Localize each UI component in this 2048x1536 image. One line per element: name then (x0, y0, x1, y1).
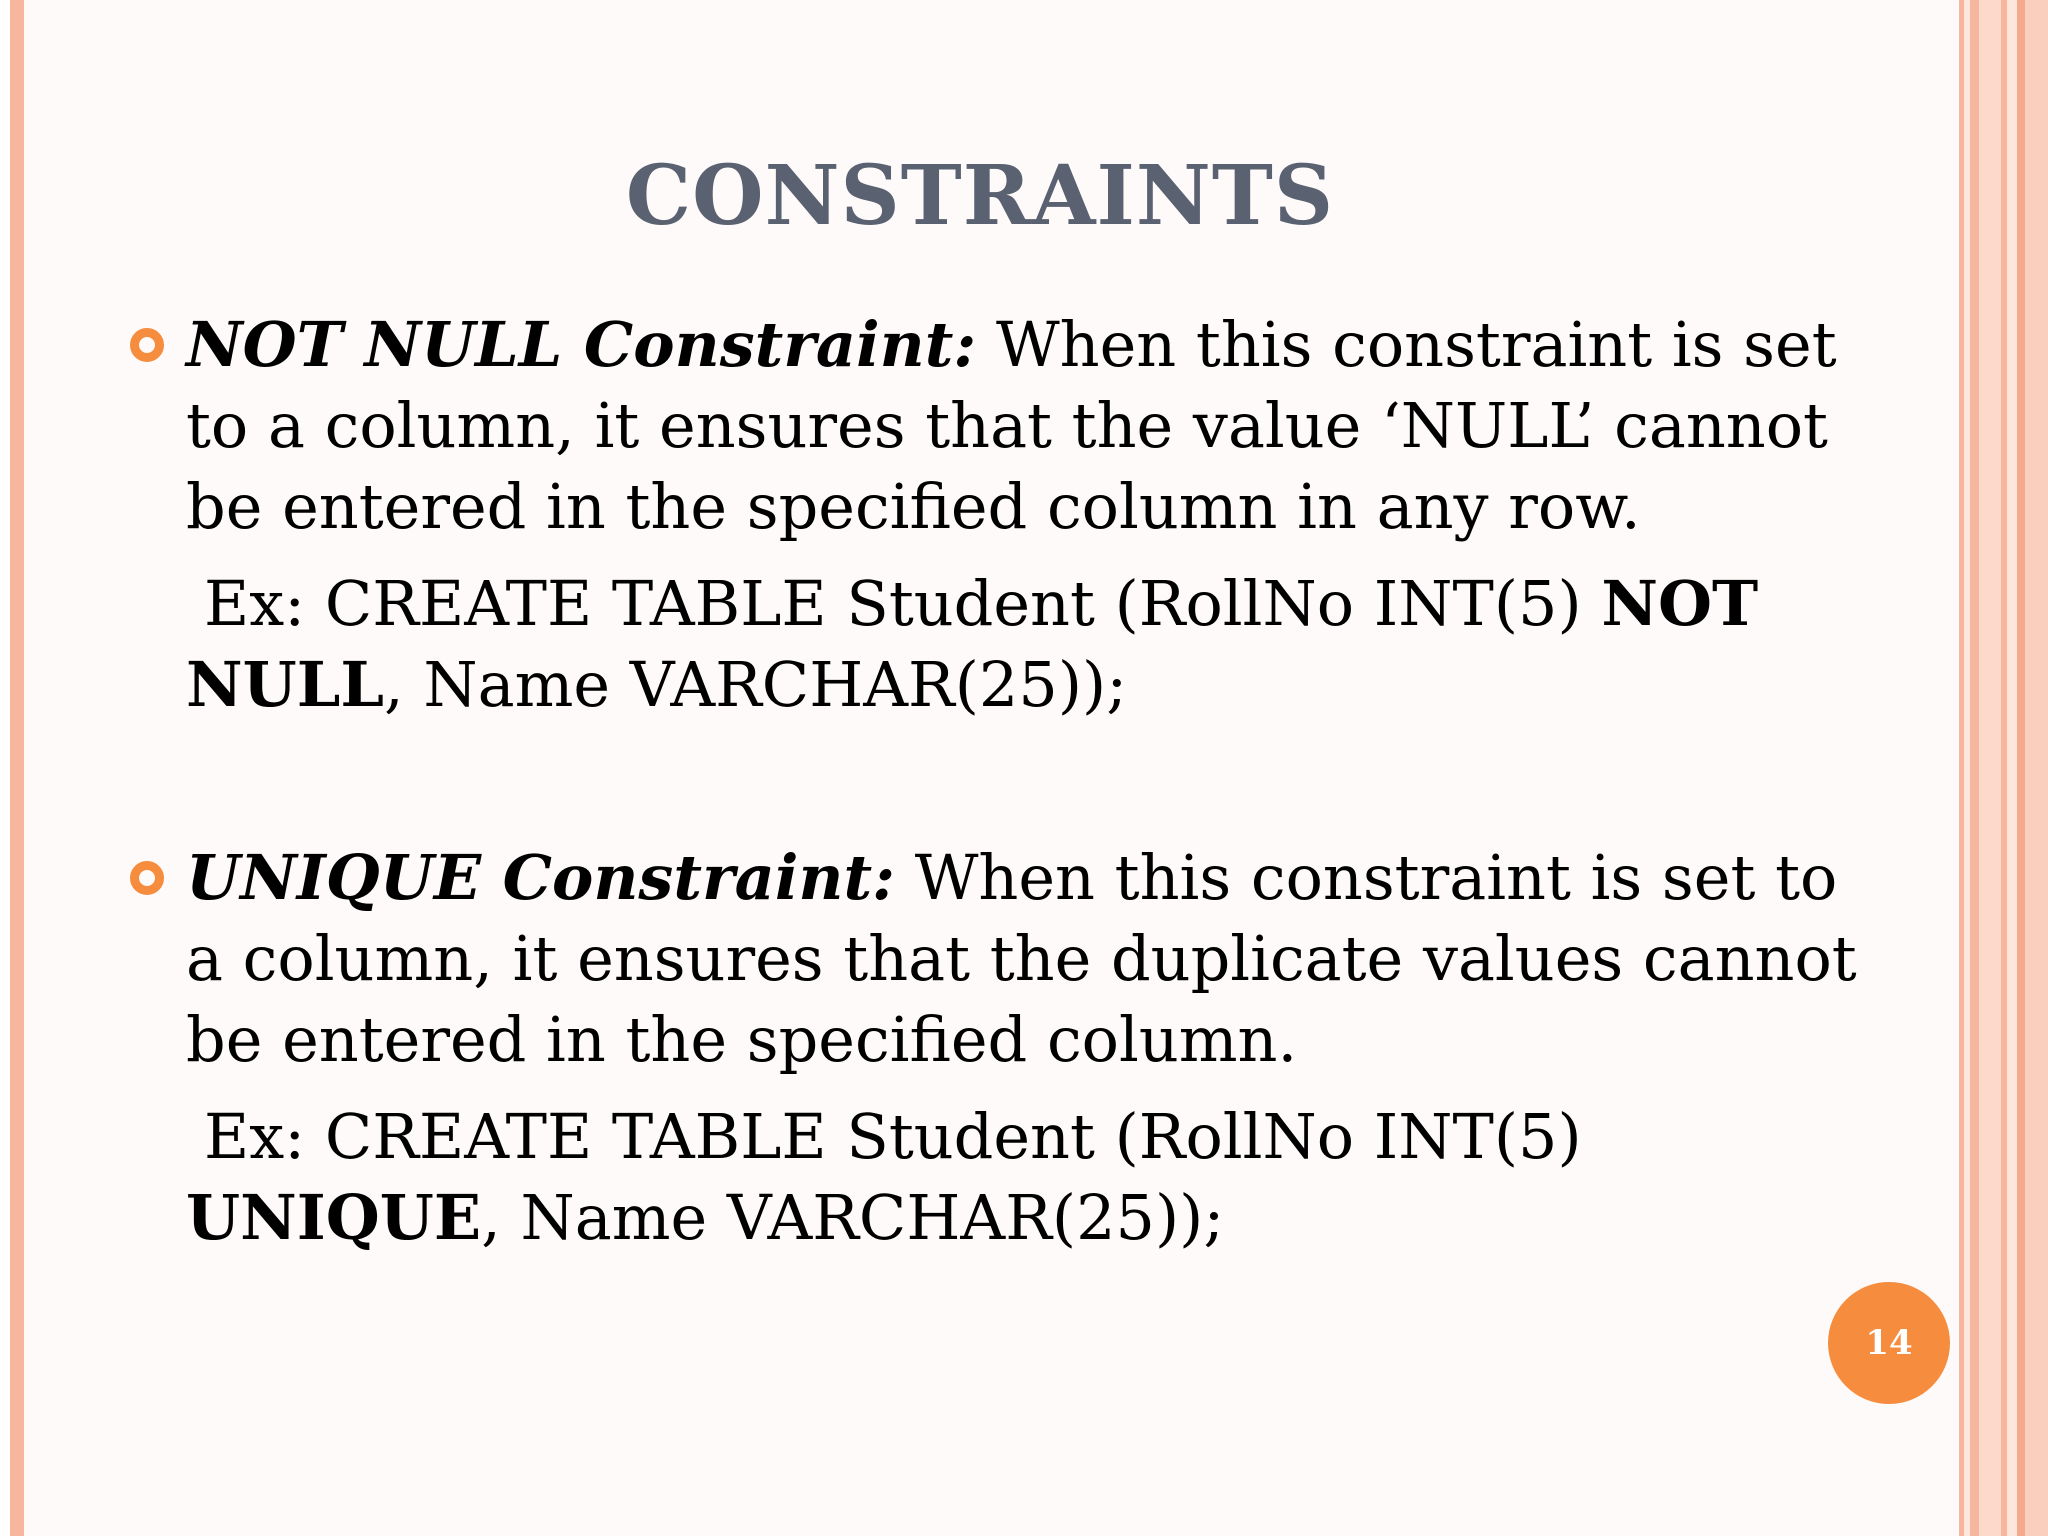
example-unique (130, 1096, 1880, 1258)
spacer (130, 725, 1880, 837)
slide-title: CONSTRAINTS (625, 148, 1335, 244)
right-stripe (1979, 0, 2001, 1536)
constraint-term: NOT NULL Constraint: (186, 308, 977, 381)
bullet-item-unique (130, 837, 1880, 1080)
slide-content (130, 304, 1880, 1258)
constraint-term: UNIQUE Constraint: (186, 841, 895, 914)
right-stripe (1970, 0, 1979, 1536)
example-keyword: NOT NULL (186, 567, 1759, 721)
ring-bullet-icon (130, 328, 164, 362)
constraint-description: When this constraint is set to a column, it ensures that the duplicate values cannot be entered in the specified column. (186, 841, 1857, 1076)
example-prefix: Ex: CREATE TABLE Student (RollNo INT(5) (204, 567, 1602, 640)
example-not-null (130, 563, 1880, 725)
right-stripe (2007, 0, 2017, 1536)
right-border-stripes (1959, 0, 2048, 1536)
example-prefix: Ex: CREATE TABLE Student (RollNo INT(5) (204, 1100, 1582, 1173)
right-stripe (2017, 0, 2025, 1536)
example-suffix: , Name VARCHAR(25)); (481, 1181, 1225, 1254)
example-keyword: UNIQUE (186, 1181, 482, 1254)
constraint-description: When this constraint is set to a column, it ensures that the value ‘NULL’ cannot be entered in the specified column in any row. (186, 308, 1837, 543)
right-stripe (2025, 0, 2048, 1536)
ring-bullet-icon (130, 861, 164, 895)
example-suffix: , Name VARCHAR(25)); (383, 648, 1128, 721)
page-number-badge: 14 (1828, 1282, 1950, 1404)
bullet-item-not-null (130, 304, 1880, 547)
